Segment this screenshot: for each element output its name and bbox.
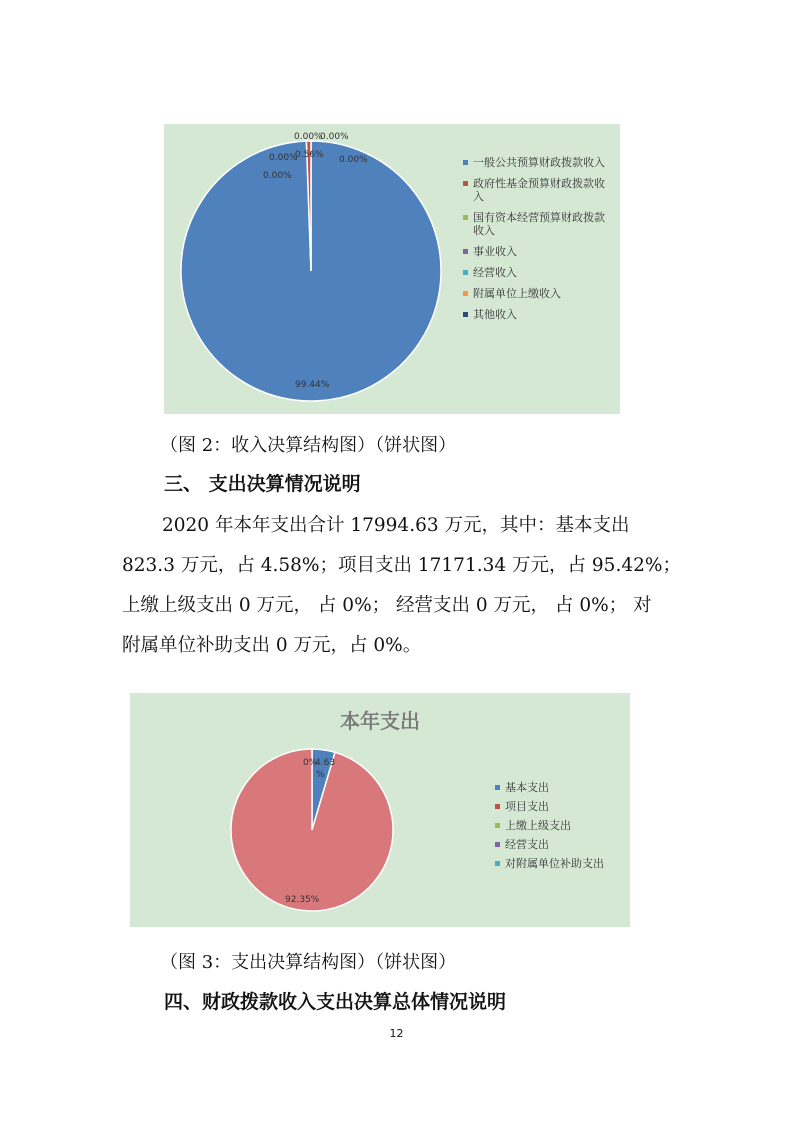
- expenditure-pie-legend-label: 项目支出: [505, 800, 549, 813]
- expenditure-pie-legend-label: 上缴上级支出: [505, 819, 571, 832]
- income-pie-legend-label: 其他收入: [473, 308, 517, 321]
- paragraph-line-1: 2020 年本年支出合计 17994.63 万元，其中：基本支出: [162, 515, 630, 536]
- expenditure-pie-legend-item: [495, 819, 625, 832]
- income-pie-legend-item: [463, 211, 613, 237]
- income-pie-legend-swatch: [463, 160, 468, 165]
- expenditure-pie-legend-item: [495, 781, 625, 794]
- income-pie-legend-item: [463, 266, 613, 279]
- expenditure-chart-caption: （图 3：支出决算结构图）（饼状图）: [160, 952, 457, 973]
- income-pie-legend-swatch: [463, 312, 468, 317]
- income-pie-legend-item: [463, 177, 613, 203]
- pie1-label-c: 0.00%: [269, 153, 298, 163]
- income-pie-legend-swatch: [463, 291, 468, 296]
- expenditure-pie-legend-swatch: [495, 842, 500, 847]
- income-pie-legend-item: [463, 245, 613, 258]
- income-pie-legend-label: 政府性基金预算财政拨款收入: [473, 177, 605, 203]
- expenditure-pie-chart: [130, 693, 630, 927]
- income-pie-legend-item: [463, 308, 613, 321]
- income-pie-legend-swatch: [463, 181, 468, 186]
- expenditure-pie-legend-item: [495, 857, 625, 870]
- income-pie-legend-swatch: [463, 270, 468, 275]
- income-pie-legend-label: 国有资本经营预算财政拨款收入: [473, 211, 605, 237]
- pie2-label-basic: 4.63: [315, 758, 336, 768]
- section-heading-4: 四、财政拨款收入支出决算总体情况说明: [164, 991, 507, 1013]
- income-pie-legend-swatch: [463, 215, 468, 220]
- section-heading-3: 三、 支出决算情况说明: [164, 473, 361, 495]
- expenditure-pie-legend-label: 经营支出: [505, 838, 549, 851]
- pie1-label-a: 0.00%: [294, 132, 323, 142]
- expenditure-pie-legend-item: [495, 800, 625, 813]
- income-pie-legend-item: [463, 287, 613, 300]
- pie1-label-d: 0.56%: [295, 150, 324, 160]
- income-pie-legend-item: [463, 156, 613, 169]
- expenditure-pie-legend-swatch: [495, 785, 500, 790]
- income-pie-legend-label: 经营收入: [473, 266, 517, 279]
- income-pie-legend-label: 一般公共预算财政拨款收入: [473, 156, 605, 169]
- paragraph-line-2: 823.3 万元，占 4.58%；项目支出 17171.34 万元，占 95.42%；: [122, 555, 681, 576]
- expenditure-pie-legend-swatch: [495, 804, 500, 809]
- income-pie-legend: [463, 156, 613, 329]
- pie2-label-zero: 0%: [303, 758, 318, 768]
- page-number: 12: [389, 1027, 404, 1040]
- income-pie-legend-swatch: [463, 249, 468, 254]
- paragraph-line-3: 上缴上级支出 0 万元， 占 0%； 经营支出 0 万元， 占 0%； 对: [122, 595, 652, 616]
- pie1-label-e: 0.00%: [339, 155, 368, 165]
- pie1-label-b: 0.00%: [320, 132, 349, 142]
- income-pie-legend-label: 事业收入: [473, 245, 517, 258]
- expenditure-pie-slice-1: [231, 749, 393, 911]
- pie2-label-basic-pct: %: [316, 770, 325, 780]
- income-pie-legend-label: 附属单位上缴收入: [473, 287, 561, 300]
- expenditure-pie-legend-label: 基本支出: [505, 781, 549, 794]
- income-pie-chart: [164, 124, 620, 414]
- pie1-label-g: 99.44%: [295, 380, 330, 390]
- paragraph-line-4: 附属单位补助支出 0 万元，占 0%。: [122, 635, 422, 656]
- expenditure-pie-legend-item: [495, 838, 625, 851]
- expenditure-pie-legend: [495, 781, 625, 876]
- expenditure-chart-title: 本年支出: [340, 709, 420, 733]
- pie1-label-f: 0.00%: [263, 171, 292, 181]
- expenditure-pie-legend-swatch: [495, 861, 500, 866]
- pie2-label-project: 92.35%: [285, 895, 320, 905]
- expenditure-pie-legend-label: 对附属单位补助支出: [505, 857, 604, 870]
- expenditure-pie-legend-swatch: [495, 823, 500, 828]
- income-chart-caption: （图 2：收入决算结构图）（饼状图）: [160, 435, 457, 456]
